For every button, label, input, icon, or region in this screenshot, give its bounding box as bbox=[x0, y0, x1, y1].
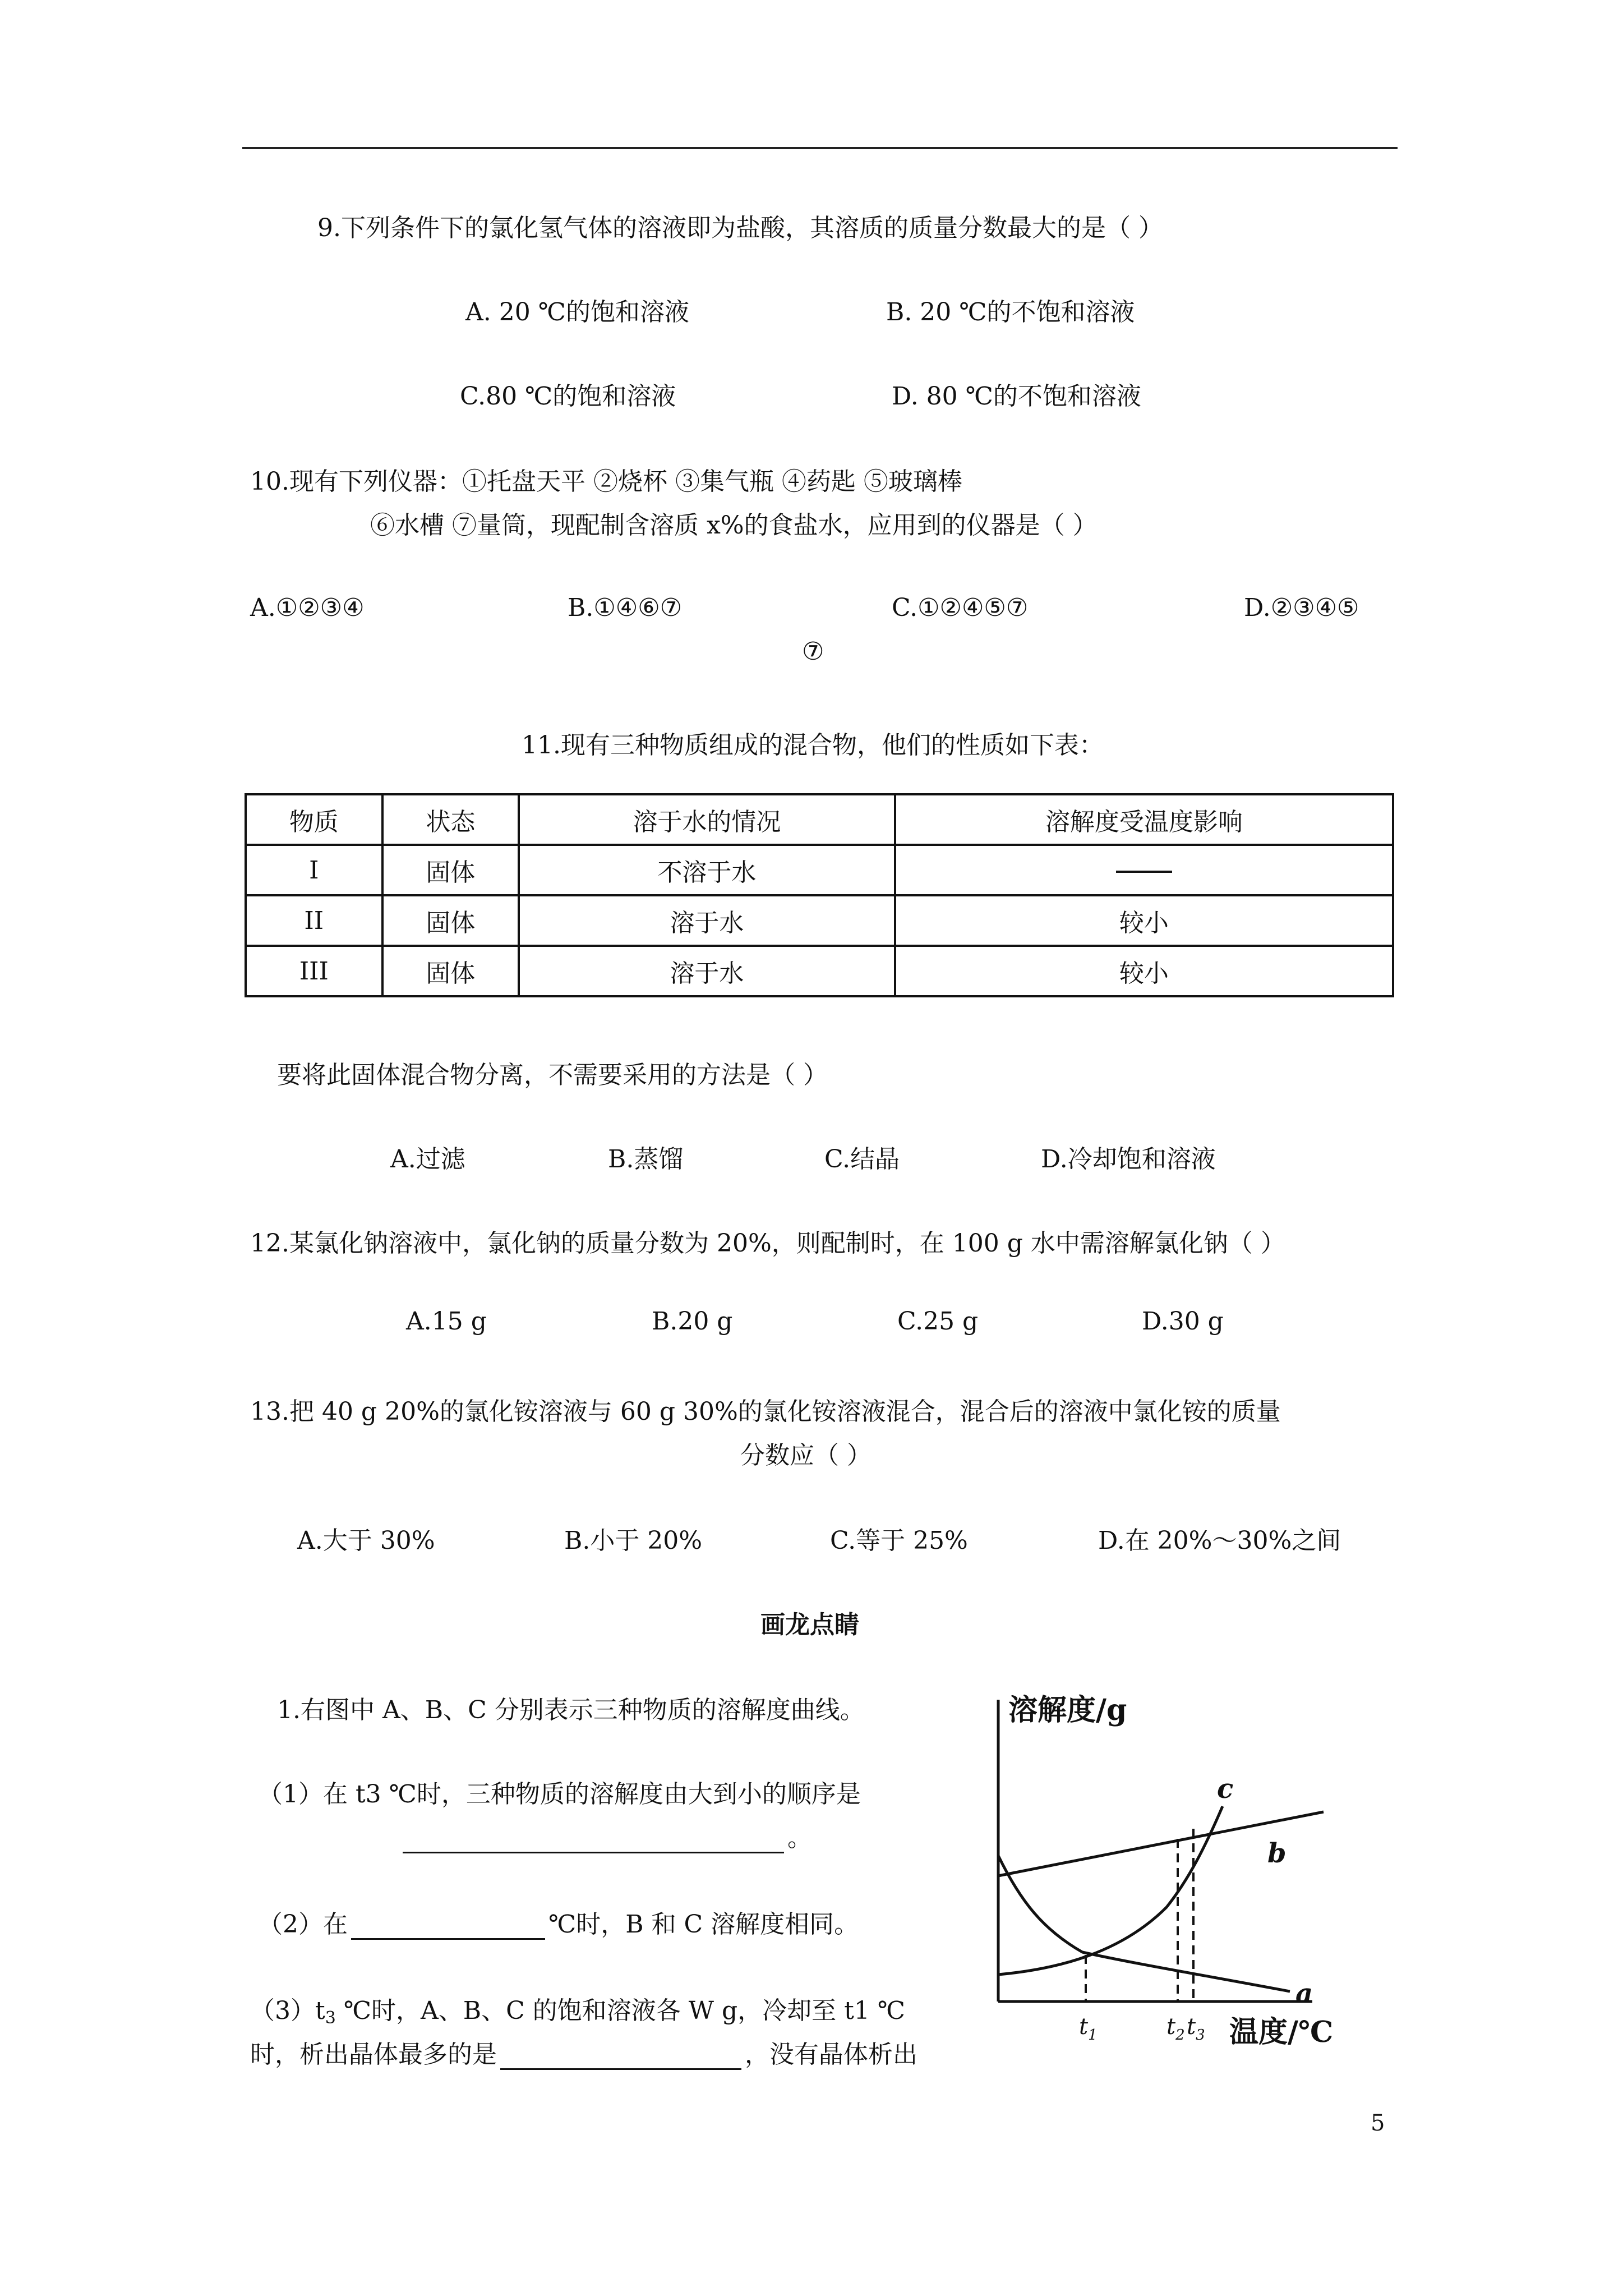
table-cell: 较小 bbox=[895, 946, 1393, 996]
page-number: 5 bbox=[1371, 2110, 1385, 2136]
q10-option-c: C.①②④⑤⑦ bbox=[892, 593, 1029, 622]
s1-part2 bbox=[258, 1904, 859, 1940]
q11-option-d: D.冷却饱和溶液 bbox=[1041, 1145, 1216, 1174]
x-axis-label: 温度/℃ bbox=[1229, 2015, 1334, 2049]
q10-option-a: A.①②③④ bbox=[250, 593, 365, 622]
s1-part3-line2-post: ，没有晶体析出 bbox=[745, 2040, 917, 2069]
q10-stem-line1: 10.现有下列仪器：①托盘天平 ②烧杯 ③集气瓶 ④药匙 ⑤玻璃棒 bbox=[250, 467, 962, 496]
q12-option-a: A.15 g bbox=[406, 1307, 487, 1336]
s1-part1-end: 。 bbox=[787, 1824, 812, 1852]
t3-label: $t_3$ bbox=[1187, 2014, 1205, 2044]
table-header-row bbox=[246, 794, 1393, 845]
s1-part1-answer-line bbox=[399, 1818, 812, 1853]
q13-stem-line2: 分数应（ ） bbox=[740, 1441, 872, 1470]
t1-label: $t_1$ bbox=[1079, 2014, 1098, 2044]
table-header: 溶解度受温度影响 bbox=[895, 794, 1393, 845]
q11-option-b: B.蒸馏 bbox=[608, 1145, 684, 1174]
table-cell: 溶于水 bbox=[519, 946, 895, 996]
curve-b-label: b bbox=[1267, 1838, 1287, 1869]
q11-option-a: A.过滤 bbox=[390, 1145, 465, 1174]
header-rule bbox=[242, 147, 1398, 149]
s1-part3-line1 bbox=[250, 1990, 905, 2028]
section-title: 画龙点睛 bbox=[760, 1611, 859, 1639]
s1-stem: 1.右图中 A、B、C 分别表示三种物质的溶解度曲线。 bbox=[277, 1696, 865, 1724]
q12-option-b: B.20 g bbox=[652, 1307, 733, 1336]
solubility-graph bbox=[976, 1677, 1380, 2059]
s1-part3-text-b: ℃时，A、B、C 的饱和溶液各 W g，冷却至 t1 ℃ bbox=[335, 1996, 905, 2025]
q9-option-a: A. 20 ℃的饱和溶液 bbox=[465, 298, 689, 326]
answer-blank[interactable] bbox=[403, 1829, 784, 1853]
q9-stem: 9.下列条件下的氯化氢气体的溶液即为盐酸，其溶质的质量分数最大的是（ ） bbox=[317, 214, 1163, 242]
s1-part2-pre: （2）在 bbox=[258, 1910, 348, 1939]
curve-a-label: a bbox=[1295, 1978, 1313, 2009]
t2-label: $t_2$ bbox=[1166, 2014, 1185, 2044]
q11-option-c: C.结晶 bbox=[824, 1145, 900, 1174]
q13-option-d: D.在 20%～30%之间 bbox=[1098, 1526, 1341, 1555]
q11-stem: 11.现有三种物质组成的混合物，他们的性质如下表： bbox=[522, 731, 1104, 760]
q9-option-b: B. 20 ℃的不饱和溶液 bbox=[886, 298, 1135, 326]
table-row bbox=[246, 845, 1393, 895]
table-row bbox=[246, 895, 1393, 946]
q10-stem-line2: ⑥水槽 ⑦量筒，现配制含溶质 x%的食盐水，应用到的仪器是（ ） bbox=[370, 511, 1098, 540]
table-cell-dash bbox=[895, 845, 1393, 895]
s1-part3-line2-pre: 时，析出晶体最多的是 bbox=[250, 2040, 497, 2069]
q10-option-b: B.①④⑥⑦ bbox=[568, 593, 683, 622]
answer-blank[interactable] bbox=[500, 2046, 741, 2070]
table-row bbox=[246, 946, 1393, 996]
s1-part1: （1）在 t3 ℃时，三种物质的溶解度由大到小的顺序是 bbox=[258, 1780, 861, 1809]
curve-a bbox=[998, 1856, 1290, 1991]
s1-part2-post: ℃时，B 和 C 溶解度相同。 bbox=[548, 1910, 859, 1939]
s1-part3-line2 bbox=[250, 2034, 974, 2070]
q13-stem-line1: 13.把 40 g 20%的氯化铵溶液与 60 g 30%的氯化铵溶液混合，混合后的溶液中氯化铵的质量 bbox=[250, 1397, 1281, 1426]
table-header: 溶于水的情况 bbox=[519, 794, 895, 845]
table-cell: III bbox=[246, 946, 382, 996]
table-cell: 固体 bbox=[382, 845, 519, 895]
q11-question: 要将此固体混合物分离，不需要采用的方法是（ ） bbox=[277, 1061, 828, 1089]
q13-option-b: B.小于 20% bbox=[564, 1526, 703, 1555]
curve-c bbox=[998, 1806, 1223, 1975]
table-cell: II bbox=[246, 895, 382, 946]
answer-blank[interactable] bbox=[351, 1916, 545, 1940]
q9-option-c: C.80 ℃的饱和溶液 bbox=[460, 382, 676, 411]
table-header: 状态 bbox=[382, 794, 519, 845]
s1-part3-text-a: （3）t bbox=[250, 1996, 325, 2025]
table-header: 物质 bbox=[246, 794, 382, 845]
s1-part3-sub: 3 bbox=[325, 2008, 336, 2028]
table-cell: I bbox=[246, 845, 382, 895]
table-cell: 固体 bbox=[382, 895, 519, 946]
q12-stem: 12.某氯化钠溶液中，氯化钠的质量分数为 20%，则配制时，在 100 g 水中需溶解氯化钠（ ） bbox=[250, 1229, 1285, 1258]
y-axis-label: 溶解度/g bbox=[1008, 1693, 1127, 1727]
curve-c-label: c bbox=[1217, 1773, 1234, 1805]
q10-option-d: D.②③④⑤ bbox=[1244, 593, 1359, 622]
table-cell: 较小 bbox=[895, 895, 1393, 946]
properties-table bbox=[245, 793, 1394, 997]
q13-option-c: C.等于 25% bbox=[830, 1526, 968, 1555]
q13-option-a: A.大于 30% bbox=[297, 1526, 435, 1555]
dash-mark bbox=[1116, 871, 1172, 873]
q12-option-c: C.25 g bbox=[897, 1307, 979, 1336]
table-cell: 固体 bbox=[382, 946, 519, 996]
table-cell: 不溶于水 bbox=[519, 845, 895, 895]
q12-option-d: D.30 g bbox=[1142, 1307, 1224, 1336]
q10-option-d-cont: ⑦ bbox=[802, 637, 824, 666]
table-cell: 溶于水 bbox=[519, 895, 895, 946]
q9-option-d: D. 80 ℃的不饱和溶液 bbox=[892, 382, 1141, 411]
